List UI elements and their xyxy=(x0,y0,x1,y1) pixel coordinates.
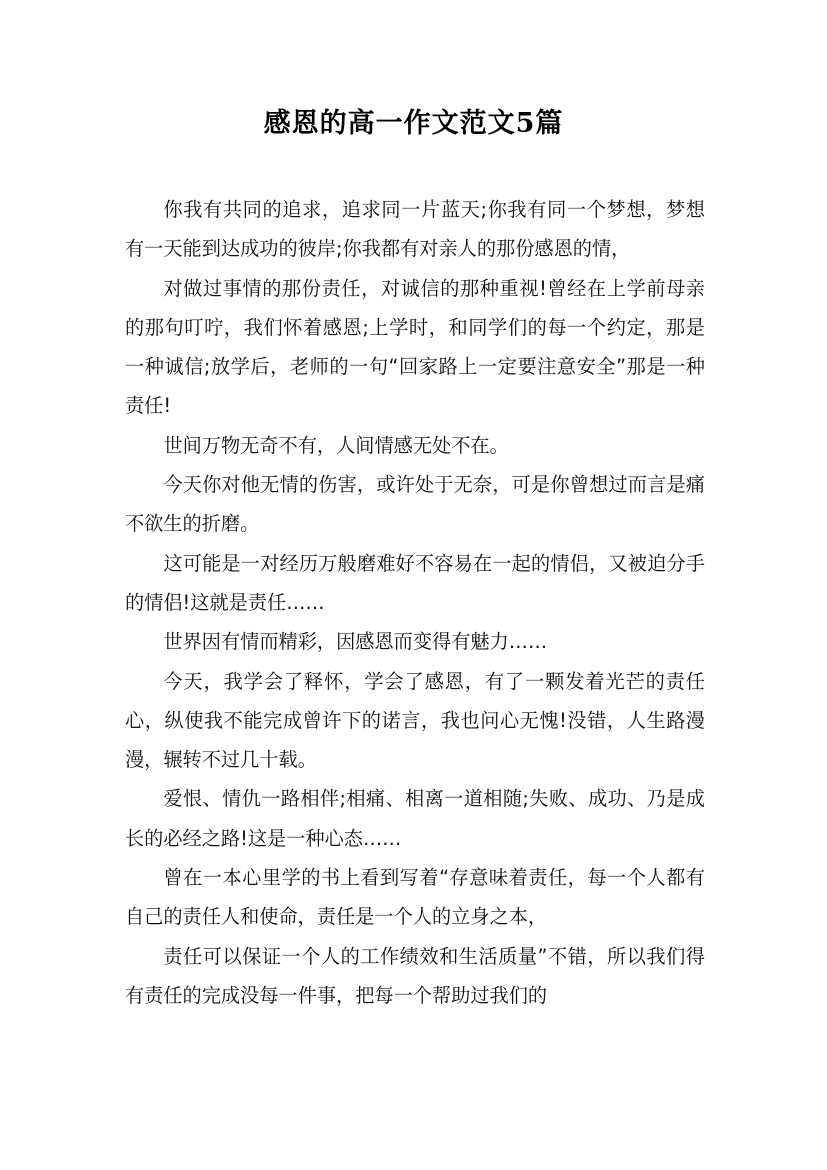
paragraph: 爱恨、情仇一路相伴;相痛、相离一道相随;失败、成功、乃是成长的必经之路!这是一种心态…… xyxy=(125,787,705,850)
paragraph: 今天你对他无情的伤害，或许处于无奈，可是你曾想过而言是痛不欲生的折磨。 xyxy=(125,473,705,536)
document-title: 感恩的高一作文范文5篇 xyxy=(263,108,564,139)
paragraph: 世间万物无奇不有，人间情感无处不在。 xyxy=(163,433,509,457)
paragraph: 今天，我学会了释怀，学会了感恩，有了一颗发着光芒的责任心，纵使我不能完成曾许下的诺言，我也问心无愧!没错，人生路漫漫，辗转不过几十载。 xyxy=(125,669,705,772)
paragraph: 世界因有情而精彩，因感恩而变得有魅力…… xyxy=(163,630,548,654)
paragraph: 对做过事情的那份责任，对诚信的那种重视!曾经在上学前母亲的那句叮咛，我们怀着感恩;上学时，和同学们的每一个约定，那是一种诚信;放学后，老师的一句“回家路上一定要注意安全”那是一种责任! xyxy=(125,276,705,418)
paragraph: 这可能是一对经历万般磨难好不容易在一起的情侣，又被迫分手的情侣!这就是责任…… xyxy=(125,551,705,614)
paragraph: 你我有共同的追求，追求同一片蓝天;你我有同一个梦想，梦想有一天能到达成功的彼岸;你我都有对亲人的那份感恩的情， xyxy=(125,198,705,261)
paragraph: 责任可以保证一个人的工作绩效和生活质量”不错，所以我们得有责任的完成没每一件事，把每一个帮助过我们的 xyxy=(125,944,705,1007)
paragraph: 曾在一本心里学的书上看到写着“存意味着责任，每一个人都有自己的责任人和使命，责任是一个人的立身之本， xyxy=(125,866,705,929)
document-body xyxy=(125,190,705,1015)
